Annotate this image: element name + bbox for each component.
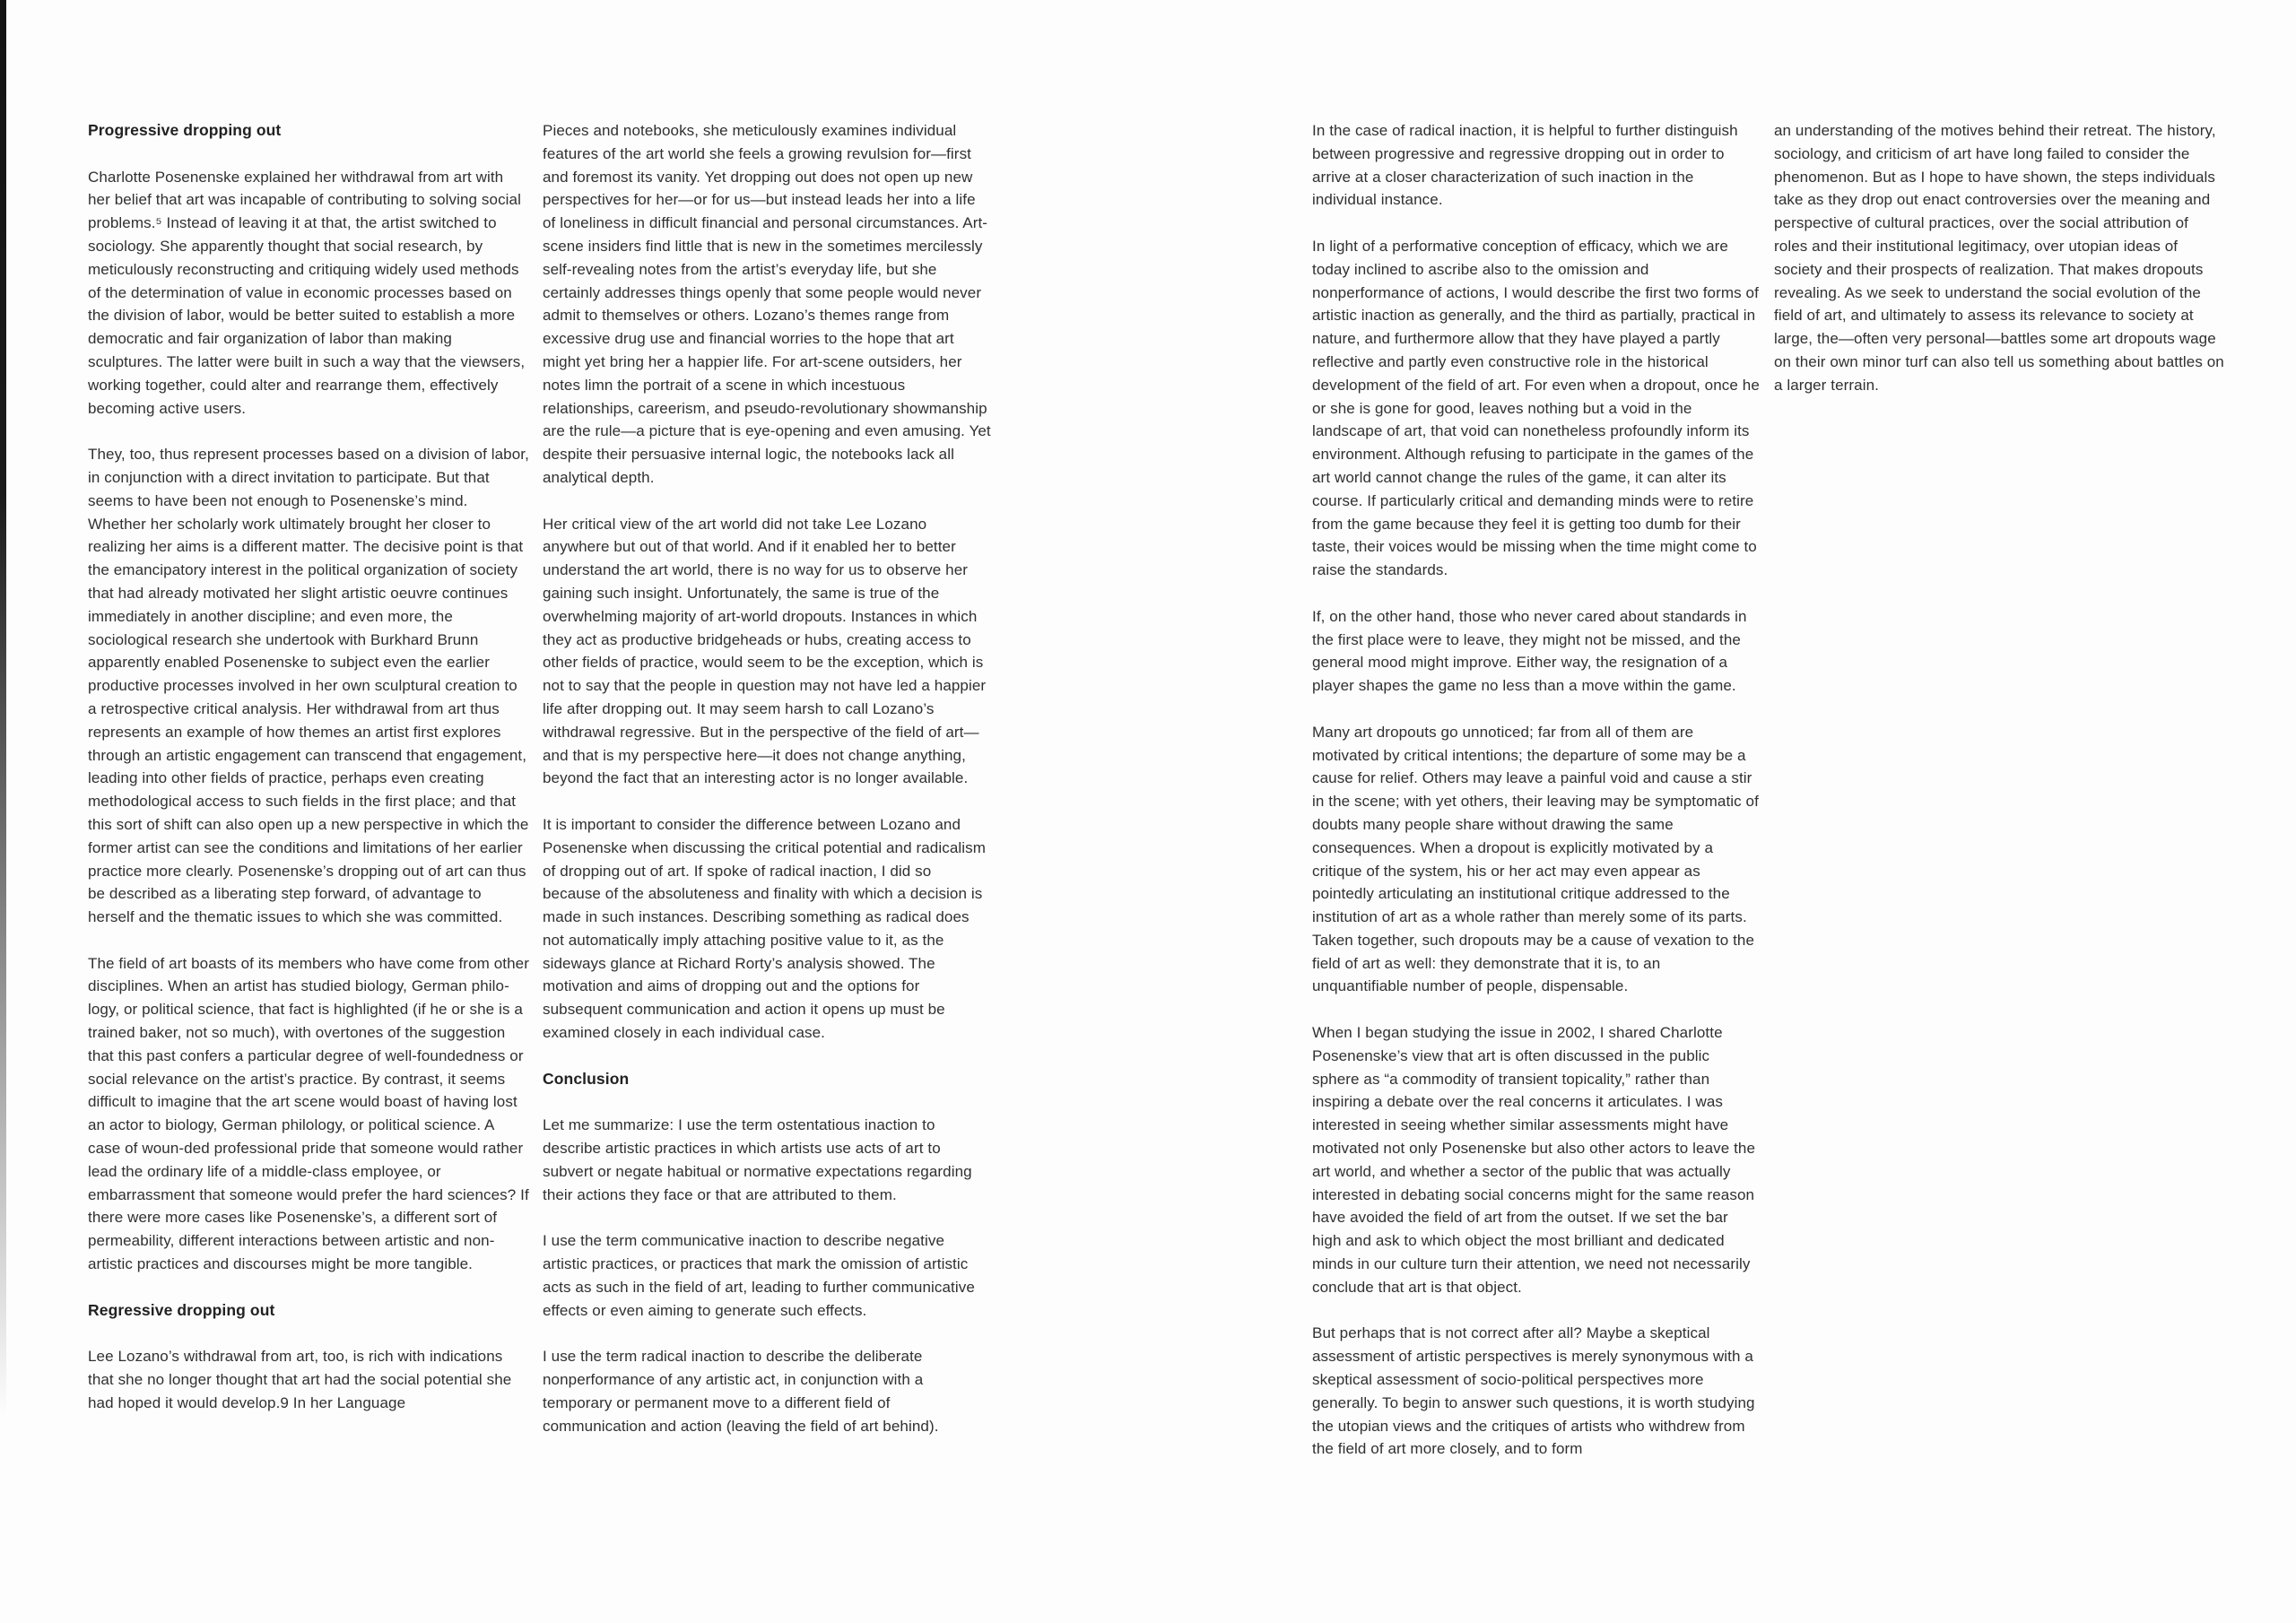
body-paragraph: I use the term radical inaction to describe the deliberate nonperformance of any artistic act, in conjunction with a temporary or permanent move to a different field of communication and action (leaving the field of art behind). bbox=[543, 1348, 939, 1435]
body-paragraph: an understanding of the motives behind their retreat. The history, sociology, and criticism of art have long failed to consider the phenomenon. But as I hope to have shown, the steps individuals take as they drop out enact controversies over the meaning and perspective of cultural practices, over the social attribution of roles and their institutional legitimacy, over utopian ideas of society and their prospects of realization. That makes dropouts revealing. As we seek to understand the social evolution of the field of art, and ultimately to assess its relevance to society at large, the—often very personal—battles some art dropouts wage on their own minor turf can also tell us something about battles on a larger terrain. bbox=[1774, 122, 2224, 394]
body-paragraph: Lee Lozano’s withdrawal from art, too, is rich with indications that she no longer thought that art had the social potential she had hoped it would develop.9 In her Language bbox=[88, 1348, 512, 1411]
section-heading: Conclusion bbox=[543, 1069, 630, 1088]
section-heading: Regressive dropping out bbox=[88, 1300, 275, 1319]
text-column-4 bbox=[1774, 119, 2224, 420]
body-paragraph: Her critical view of the art world did not take Lee Lozano anywhere but out of that world. And if it enabled her to better understand the art world, there is no way for us to observe her gaining such insight. Unfortunately, the same is true of the overwhelming majority of art-world dropouts. Instances in which they act as productive bridgeheads or hubs, creating access to other fields of practice, would seem to be the exception, which is not to say that the people in question may not have led a happier life after dropping out. It may seem harsh to call Lozano’s withdrawal regressive. But in the perspective of the field of art—and that is my perspective here—it does not change anything, beyond the fact that an interesting actor is no longer available. bbox=[543, 515, 987, 787]
body-paragraph: I use the term communicative inaction to describe negative artistic practices, or practices that mark the omission of artistic acts as such in the field of art, leading to further communicative effects or even aiming to generate such effects. bbox=[543, 1232, 975, 1319]
body-paragraph: Charlotte Posenenske explained her withdrawal from art with her belief that art was incapable of contributing to solving social problems.⁵ Instead of leaving it at that, the artist switched to sociology. She apparently thought that social research, by meticulously reconstructing and critiquing widely used methods of the determination of value in economic processes based on the division of labor, would be better suited to establish a more democratic and fair organization of labor than making sculptures. The latter were built in such a way that the viewsers, working together, could alter and rearrange them, effectively becoming active users. bbox=[88, 168, 526, 417]
body-paragraph: But perhaps that is not correct after all? Maybe a skeptical assessment of artistic perspectives is merely synonymous with a skeptical assessment of socio-political perspectives more generally. To begin to answer such questions, it is worth studying the utopian views and the critiques of artists who withdrew from the field of art more closely, and to form bbox=[1312, 1324, 1755, 1458]
body-paragraph: Let me summarize: I use the term ostentatious inaction to describe artistic practices in which artists use acts of art to subvert or negate habitual or normative expectations regarding their actions they face or that are attributed to them. bbox=[543, 1116, 972, 1203]
body-paragraph: It is important to consider the difference between Lozano and Posenenske when discussing the critical potential and radicalism of dropping out of art. If spoke of radical inaction, I did so because of the absoluteness and finality with which a decision is made in such instances. Describing something as radical does not automatically imply attaching positive value to it, as the sideways glance at Richard Rorty’s analysis showed. The motivation and aims of dropping out and the options for subsequent communication and action it opens up must be examined closely in each individual case. bbox=[543, 815, 986, 1042]
text-column-2 bbox=[543, 119, 991, 1461]
body-paragraph: Many art dropouts go unnoticed; far from all of them are motivated by critical intentions; the departure of some may be a cause for relief. Others may leave a painful void and cause a stir in the scene; with yet others, their leaving may be symptomatic of doubts many people share without drawing the same consequences. When a dropout is explicitly motivated by a critique of the system, his or her act may even appear as pointedly articulating an institutional critique addressed to the institution of art as a whole rather than merely some of its parts. Taken together, such dropouts may be a cause of vexation to the field of art as well: they demonstrate that it is, to an unquantifiable number of people, dispensable. bbox=[1312, 723, 1759, 995]
section-heading: Progressive dropping out bbox=[88, 121, 282, 139]
body-paragraph: In the case of radical inaction, it is helpful to further distinguish between progressive and regressive dropping out in order to arrive at a closer characterization of such inaction in the individual instance. bbox=[1312, 122, 1738, 209]
text-column-1 bbox=[88, 119, 529, 1437]
body-paragraph: In light of a performative conception of efficacy, which we are today inclined to ascribe also to the omission and nonperformance of actions, I would describe the first two forms of artistic inaction as generally, and the third as partially, practical in nature, and furthermore allow that they have played a partly reflective and partly even constructive role in the historical development of the field of art. For even when a dropout, once he or she is gone for good, leaves nothing but a void in the landscape of art, that void can nonetheless profoundly inform its environment. Although refusing to participate in the games of the art world cannot change the rules of the game, it can alter its course. If particularly critical and demanding minds were to retire from the game because they feel it is getting too dumb for their taste, their voices would be missing when the time might come to raise the standards. bbox=[1312, 237, 1760, 579]
text-column-3 bbox=[1312, 119, 1761, 1484]
body-paragraph: Pieces and notebooks, she meticulously examines individual features of the art world she feels a growing revulsion for—first and foremost its vanity. Yet dropping out does not open up new perspectives for her—or for us—but instead leads her into a life of loneliness in difficult financial and personal circumstances. Art-scene insiders find little that is new in the sometimes mercilessly self-revealing notes from the artist’s everyday life, but she certainly addresses things openly that some people would never admit to themselves or others. Lozano’s themes range from excessive drug use and financial worries to the hope that art might yet bring her a happier life. For art-scene outsiders, her notes limn the portrait of a scene in which incestuous relationships, careerism, and pseudo-revolutionary showmanship are the rule—a picture that is eye-opening and even amusing. Yet despite their persuasive internal logic, the notebooks lack all analytical depth. bbox=[543, 122, 991, 486]
body-paragraph: The field of art boasts of its members who have come from other disciplines. When an artist has studied biology, German philo-logy, or political science, that fact is highlighted (if he or she is a trained baker, not so much), with overtones of the suggestion that this past confers a particular degree of well-foundedness or social relevance on the artist’s practice. By contrast, it seems difficult to imagine that the art scene would boast of having lost an actor to biology, German philology, or political science. A case of woun-ded professional pride that someone would rather lead the ordinary life of a middle-class employee, or embarrassment that someone would prefer the hard sciences? If there were more cases like Posenenske’s, a different sort of permeability, different interactions between artistic and non-artistic practices and discourses might be more tangible. bbox=[88, 954, 529, 1273]
body-paragraph: If, on the other hand, those who never cared about standards in the first place were to leave, they might not be missed, and the general mood might improve. Either way, the resignation of a player shapes the game no less than a move within the game. bbox=[1312, 607, 1747, 695]
body-paragraph: They, too, thus represent processes based on a division of labor, in conjunction with a direct invitation to participate. But that seems to have been not enough to Posenenske’s mind. Whether her scholarly work ultimately brought her closer to realizing her aims is a different matter. The decisive point is that the emancipatory interest in the political organization of society that had already motivated her slight artistic oeuvre continues immediately in another discipline; and even more, the sociological research she undertook with Burkhard Brunn apparently enabled Posenenske to subject even the earlier productive processes involved in her own sculptural creation to a retrospective critical analysis. Her withdrawal from art thus represents an example of how themes an artist first explores through an artistic engagement can transcend that engagement, leading into other fields of practice, perhaps even creating methodological access to such fields in the first place; and that this sort of shift can also open up a new perspective in which the former artist can see the conditions and limitations of her earlier practice more clearly. Posenenske’s dropping out of art can thus be described as a liberating step forward, of advantage to herself and the thematic issues to which she was committed. bbox=[88, 446, 529, 926]
page-scan-edge-shadow bbox=[0, 0, 6, 1417]
body-paragraph: When I began studying the issue in 2002, I shared Charlotte Posenenske’s view that art is often discussed in the public sphere as “a commodity of transient topicality,” rather than inspiring a debate over the real concerns it articulates. I was interested in seeing whether similar assessments might have motivated not only Posenenske but also other actors to leave the art world, and whether a sector of the public that was actually interested in debating social concerns might for the same reason have avoided the field of art from the outset. If we set the bar high and ask to which object the most brilliant and dedicated minds in our culture turn their attention, we need not necessarily conclude that art is that object. bbox=[1312, 1024, 1756, 1296]
